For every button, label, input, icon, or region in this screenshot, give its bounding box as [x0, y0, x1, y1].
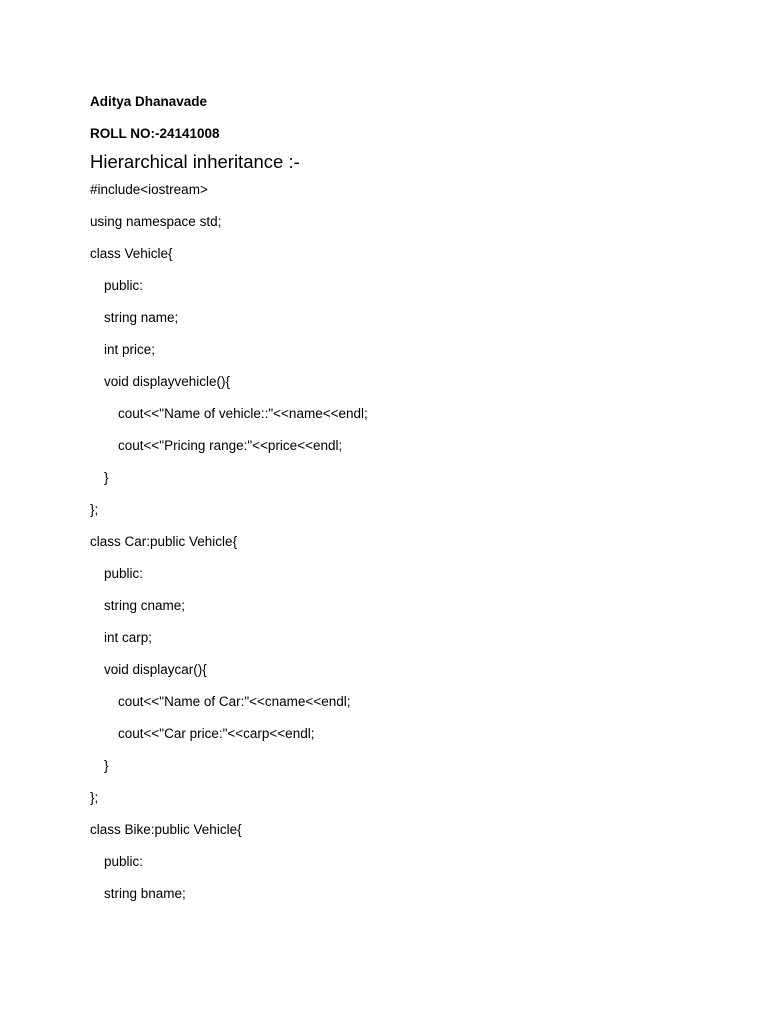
code-line: using namespace std;	[90, 214, 222, 229]
code-line: string name;	[104, 310, 179, 325]
code-line: }	[104, 758, 109, 773]
document-body	[90, 92, 710, 916]
code-line: public:	[104, 566, 144, 581]
section-heading: Hierarchical inheritance :-	[90, 151, 300, 172]
code-line: string cname;	[104, 598, 186, 613]
code-line: class Bike:public Vehicle{	[90, 822, 242, 837]
code-line: };	[90, 790, 99, 805]
code-line: public:	[104, 278, 144, 293]
code-line: class Vehicle{	[90, 246, 173, 261]
code-listing	[90, 180, 710, 904]
author-name: Aditya Dhanavade	[90, 94, 208, 109]
code-line: void displaycar(){	[104, 662, 207, 677]
code-line: }	[104, 470, 109, 485]
code-line: cout<<"Pricing range:"<<price<<endl;	[118, 438, 343, 453]
code-line: cout<<"Name of vehicle::"<<name<<endl;	[118, 406, 368, 421]
code-line: int carp;	[104, 630, 153, 645]
code-line: string bname;	[104, 886, 186, 901]
roll-number: ROLL NO:-24141008	[90, 126, 220, 141]
code-line: public:	[104, 854, 144, 869]
code-line: void displayvehicle(){	[104, 374, 231, 389]
code-line: cout<<"Name of Car:"<<cname<<endl;	[118, 694, 351, 709]
code-line: class Car:public Vehicle{	[90, 534, 238, 549]
code-line: int price;	[104, 342, 156, 357]
code-line: #include<iostream>	[90, 182, 208, 197]
code-line: cout<<"Car price:"<<carp<<endl;	[118, 726, 315, 741]
code-line: };	[90, 502, 99, 517]
